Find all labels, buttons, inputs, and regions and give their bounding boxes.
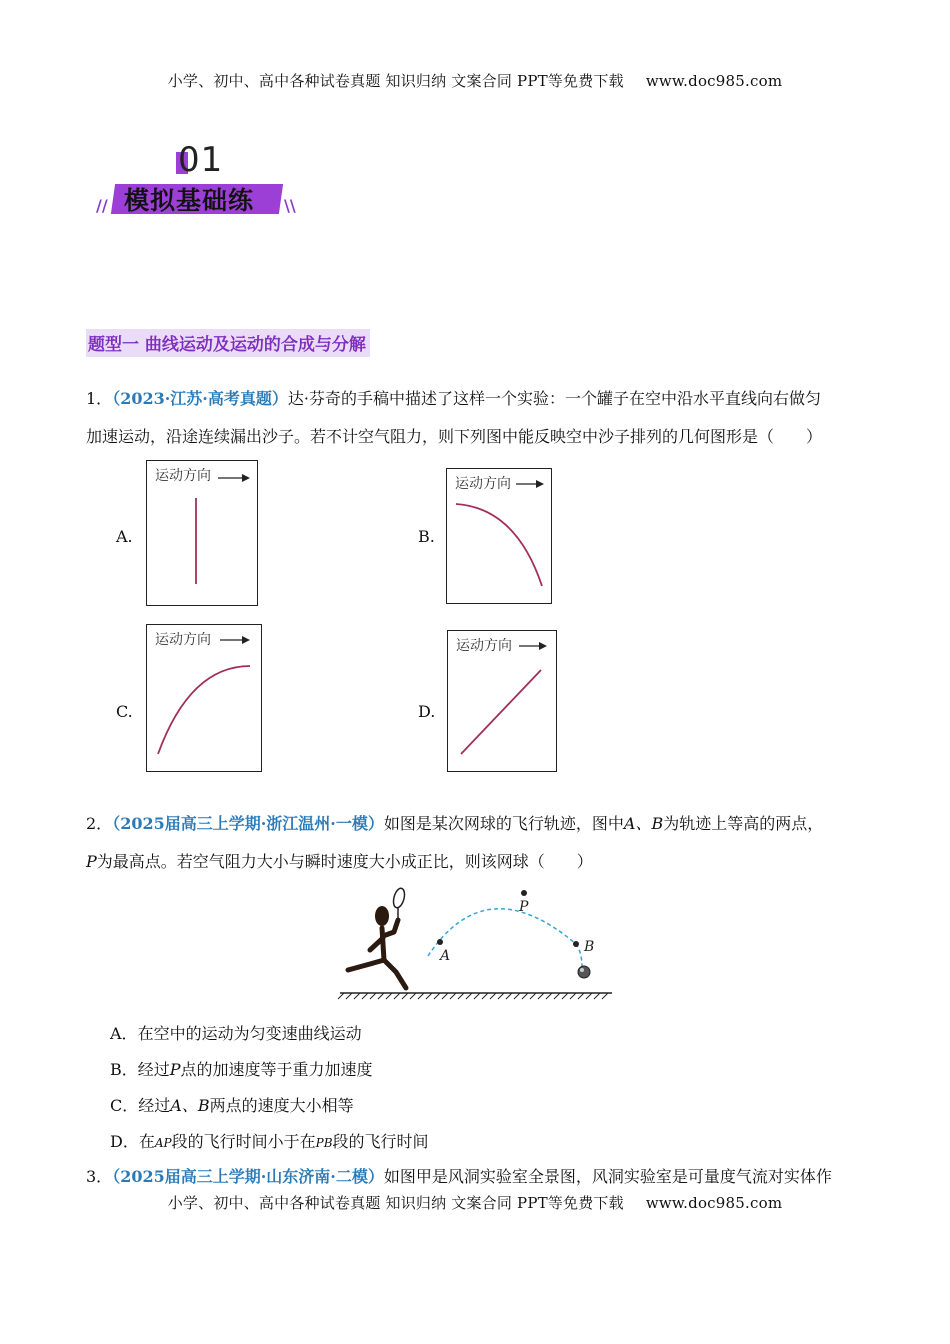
q1-figure-b-drawing xyxy=(446,468,552,604)
q2-choice-d-post: 段的飞行时间 xyxy=(332,1132,429,1151)
point-b-marker xyxy=(573,941,579,947)
direction-arrowhead-icon xyxy=(242,636,250,644)
point-p-label: P xyxy=(519,899,529,915)
question-3-source: （2025届高三上学期·山东济南·二模） xyxy=(112,1167,384,1186)
sand-trajectory-upward-curve xyxy=(158,666,250,754)
q2-choice-c-letter: C． xyxy=(110,1096,139,1115)
q2-choice-c-post: 两点的速度大小相等 xyxy=(209,1096,354,1115)
q1-figure-a[interactable] xyxy=(146,460,258,606)
tennis-ball-icon xyxy=(578,966,590,978)
sand-trajectory-downward-curve xyxy=(456,504,542,586)
q2-choice-a-letter: A． xyxy=(110,1024,138,1043)
q2-choice-d-pre: 在 xyxy=(138,1132,155,1151)
direction-arrowhead-icon xyxy=(536,480,544,488)
sand-trajectory-straight-line xyxy=(461,670,541,754)
section-left-deco: // xyxy=(96,196,108,215)
q2-choice-c[interactable] xyxy=(110,1088,810,1124)
question-2 xyxy=(86,805,876,881)
q2-choice-b-post: 点的加速度等于重力加速度 xyxy=(180,1060,373,1079)
racket-icon xyxy=(392,887,407,909)
question-2-line-2 xyxy=(86,843,876,881)
q2-choice-d-mid: 段的飞行时间小于在 xyxy=(171,1132,316,1151)
question-3 xyxy=(86,1158,886,1196)
q2-choice-a-text: 在空中的运动为匀变速曲线运动 xyxy=(137,1024,362,1043)
question-2-source: （2025届高三上学期·浙江温州·一模） xyxy=(112,814,384,833)
q2-choice-d-var-ap: AP xyxy=(154,1136,172,1150)
q2-choice-b[interactable] xyxy=(110,1052,810,1088)
type-heading: 题型一 曲线运动及运动的合成与分解 xyxy=(86,329,370,357)
section-title: 模拟基础练 xyxy=(124,186,255,215)
q2-choice-d[interactable] xyxy=(110,1124,810,1161)
question-2-text-1b: 为轨迹上等高的两点， xyxy=(663,814,824,833)
footer-banner-url[interactable]: www.doc985.com xyxy=(645,1194,783,1212)
tennis-ball-highlight xyxy=(580,968,584,972)
question-2-number: 2． xyxy=(86,814,113,833)
point-a-marker xyxy=(437,939,443,945)
q2-choice-d-letter: D． xyxy=(110,1132,139,1151)
q2-choice-c-pre: 经过 xyxy=(138,1096,171,1115)
q2-tennis-figure xyxy=(336,878,616,1002)
q1-figure-d-label: 运动方向 xyxy=(456,638,512,654)
question-1-line-1 xyxy=(86,380,866,418)
q1-figure-b-label: 运动方向 xyxy=(455,476,511,492)
header-banner xyxy=(0,70,950,91)
q1-figure-c[interactable] xyxy=(146,624,262,772)
header-banner-text: 小学、初中、高中各种试卷真题 知识归纳 文案合同 PPT等免费下载 xyxy=(167,72,624,90)
q1-figure-c-label: 运动方向 xyxy=(155,632,211,648)
question-1-source: （2023·江苏·高考真题） xyxy=(112,389,288,408)
q1-option-a-label[interactable]: A. xyxy=(116,527,133,546)
q1-figure-d-drawing xyxy=(447,630,557,772)
direction-arrowhead-icon xyxy=(539,642,547,650)
question-2-line-1 xyxy=(86,805,876,843)
question-3-text-1: 如图甲是风洞实验室全景图，风洞实验室是可量度气流对实体作 xyxy=(383,1167,832,1186)
q2-choice-c-var: A、B xyxy=(170,1096,210,1115)
q2-choice-d-var-pb: PB xyxy=(315,1136,333,1150)
q1-figure-b[interactable] xyxy=(446,468,552,604)
direction-arrowhead-icon xyxy=(242,474,250,482)
point-a-label: A xyxy=(440,948,451,964)
q1-option-c-label[interactable]: C. xyxy=(116,702,133,721)
q1-option-b-label[interactable]: B. xyxy=(418,527,435,546)
q2-choices xyxy=(110,1016,810,1161)
ball-trajectory xyxy=(428,909,582,968)
question-2-var-p: P xyxy=(86,852,97,871)
q2-choice-b-var: P xyxy=(169,1060,181,1079)
ground-hatching xyxy=(338,993,608,999)
question-2-text-2: 为最高点。若空气阻力大小与瞬时速度大小成正比，则该网球（ ） xyxy=(96,852,593,871)
question-1-number: 1． xyxy=(86,389,113,408)
q2-choice-b-letter: B． xyxy=(110,1060,138,1079)
footer-banner-text: 小学、初中、高中各种试卷真题 知识归纳 文案合同 PPT等免费下载 xyxy=(167,1194,624,1212)
q1-figure-a-drawing xyxy=(146,460,258,606)
q1-option-d-label[interactable]: D. xyxy=(418,702,436,721)
section-right-deco: \\ xyxy=(284,196,296,215)
point-p-marker xyxy=(521,890,527,896)
question-1 xyxy=(86,380,866,456)
question-3-number: 3． xyxy=(86,1167,113,1186)
tennis-player-icon xyxy=(348,920,406,988)
q1-figure-a-label: 运动方向 xyxy=(155,468,211,484)
q2-choice-a[interactable] xyxy=(110,1016,810,1052)
q1-figure-c-drawing xyxy=(146,624,262,772)
question-2-var-ab: A、B xyxy=(623,814,664,833)
header-banner-url[interactable]: www.doc985.com xyxy=(645,72,783,90)
question-1-text-1: 达·芬奇的手稿中描述了这样一个实验：一个罐子在空中沿水平直线向右做匀 xyxy=(287,389,821,408)
q1-figure-d[interactable] xyxy=(447,630,557,772)
section-number: 01 xyxy=(178,140,224,180)
q2-choice-b-pre: 经过 xyxy=(137,1060,170,1079)
footer-banner xyxy=(0,1192,950,1213)
question-1-line-2: 加速运动，沿途连续漏出沙子。若不计空气阻力，则下列图中能反映空中沙子排列的几何图形是（ ） xyxy=(86,427,823,446)
player-head xyxy=(375,906,389,926)
point-b-label: B xyxy=(584,939,595,955)
question-2-text-1a: 如图是某次网球的飞行轨迹，图中 xyxy=(383,814,624,833)
